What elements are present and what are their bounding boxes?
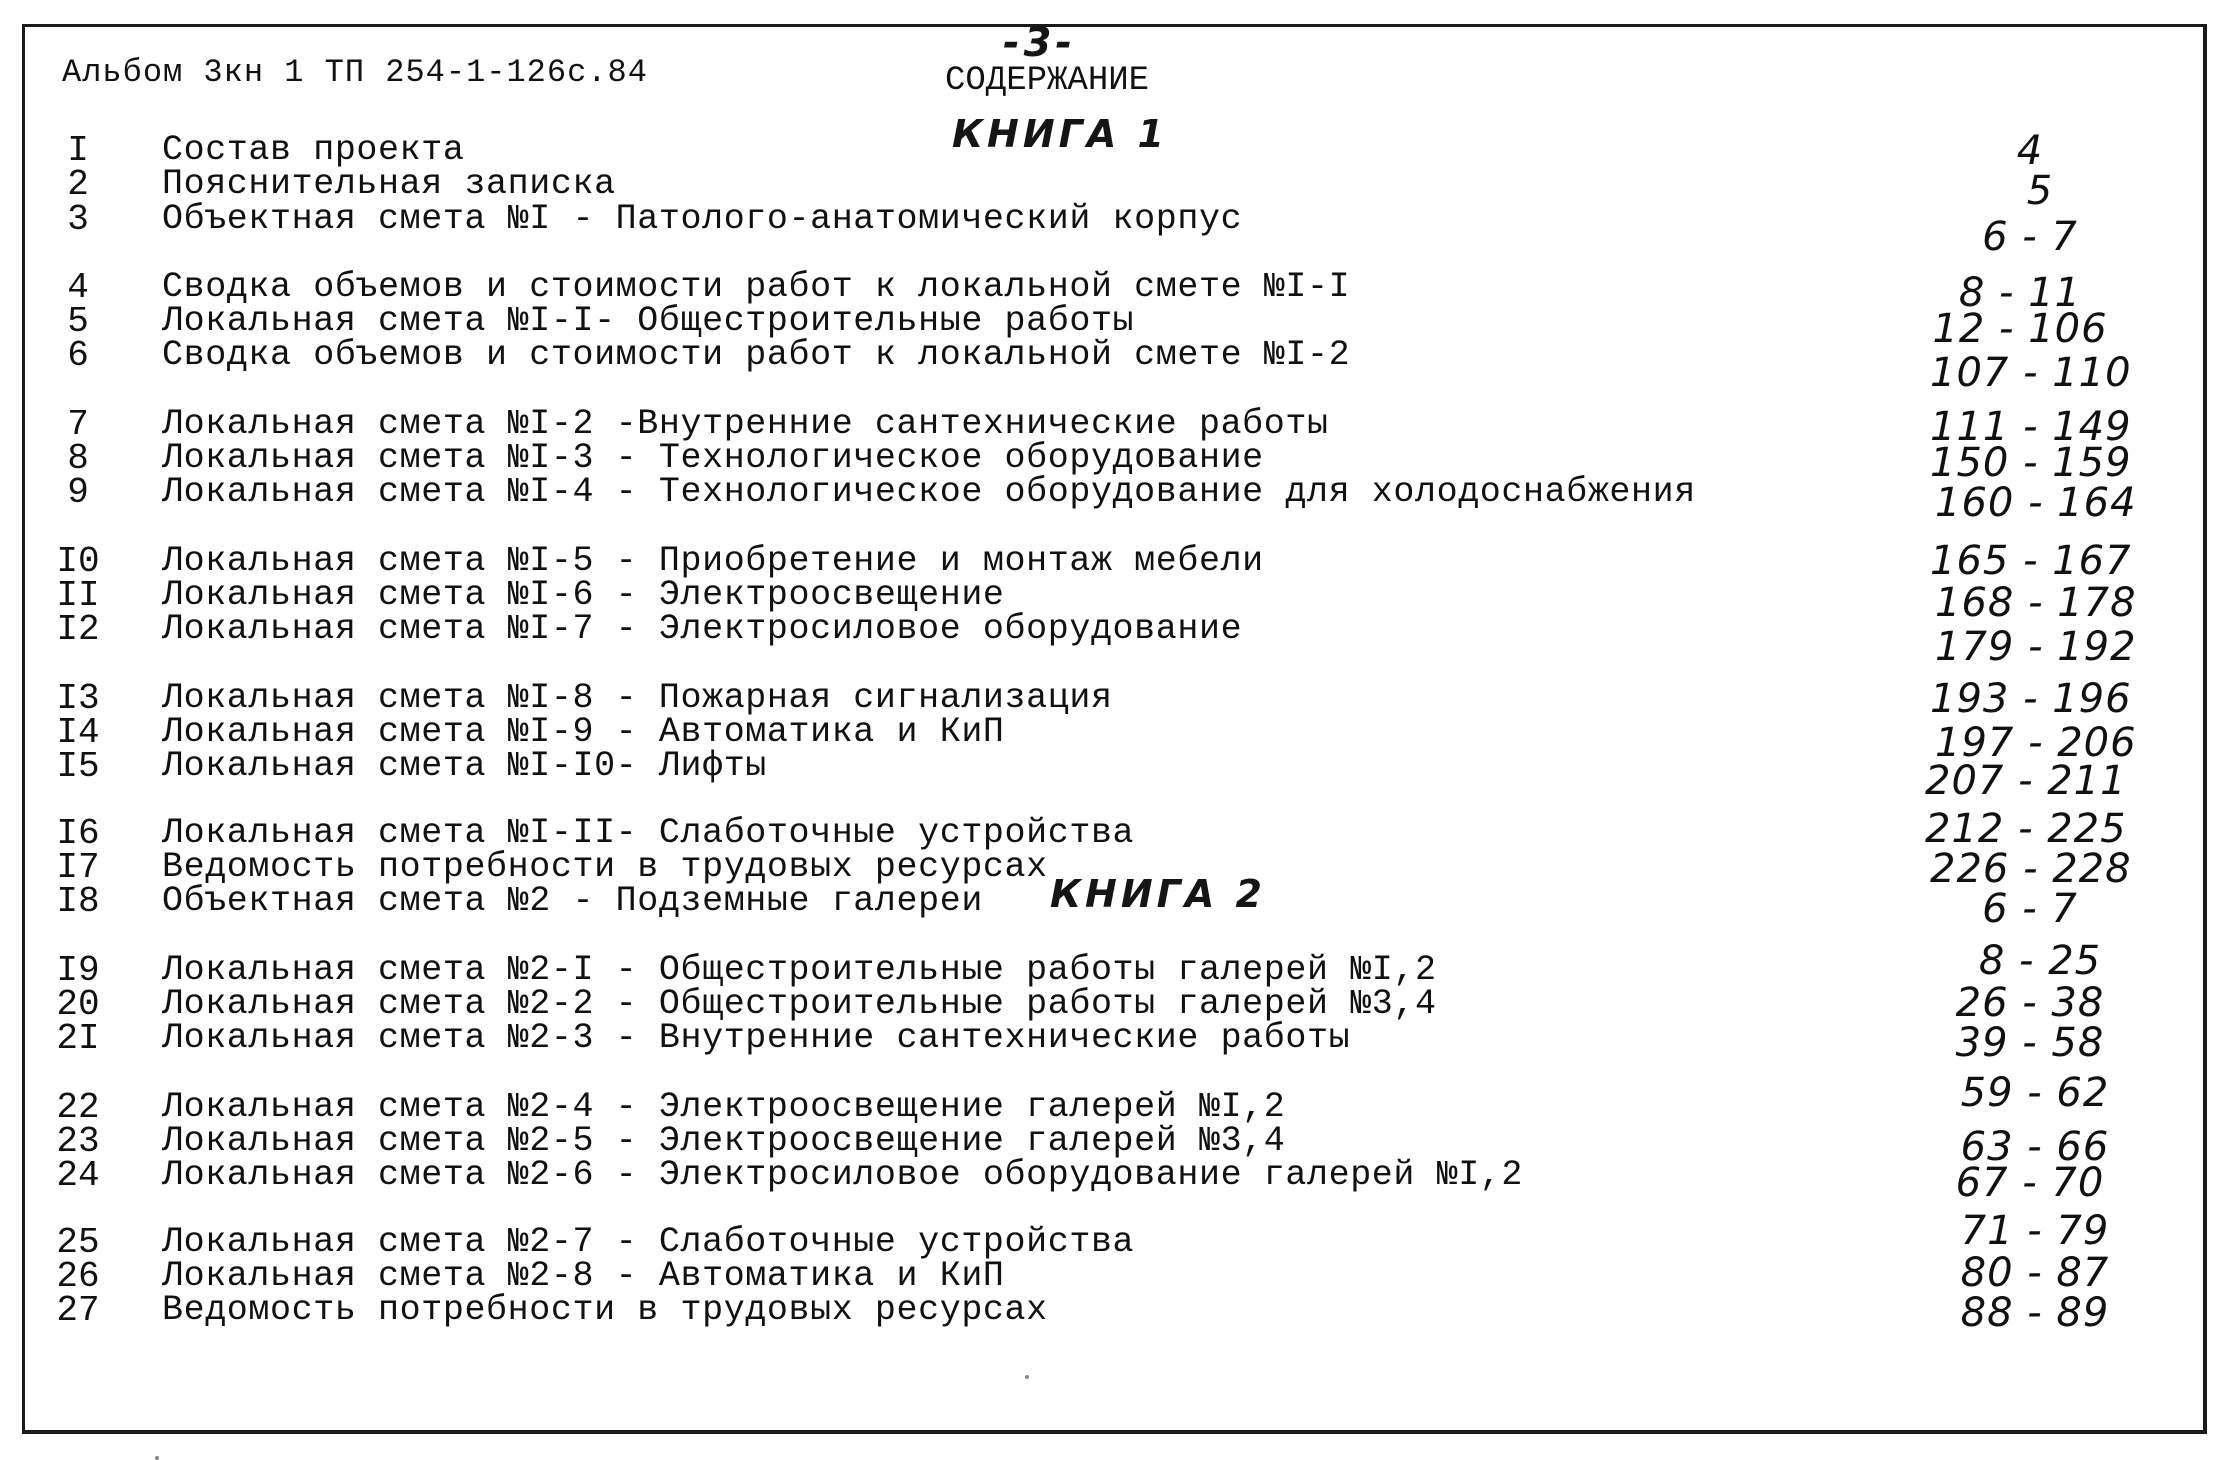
row-title: Локальная смета №I-4 - Технологическое оборудование для холодоснабжения — [162, 472, 1696, 512]
row-title: Ведомость потребности в трудовых ресурсах — [162, 847, 1048, 887]
row-pages: 88 - 89 — [1960, 1290, 2110, 1336]
scan-speck — [155, 1456, 159, 1460]
row-title: Локальная смета №I-6 - Электроосвещение — [162, 575, 1005, 615]
row-title: Объектная смета №2 - Подземные галереи — [162, 881, 983, 921]
row-number: 3 — [67, 199, 89, 240]
row-number: I8 — [56, 881, 100, 922]
row-number: 9 — [67, 472, 89, 513]
row-title: Локальная смета №2-8 - Автоматика и КиП — [162, 1256, 1005, 1296]
row-title: Локальная смета №I-5 - Приобретение и монтаж мебели — [162, 541, 1264, 581]
row-title: Локальная смета №2-5 - Электроосвещение галерей №3,4 — [162, 1121, 1286, 1161]
row-pages: 6 - 7 — [1982, 214, 2078, 260]
row-pages: 207 - 211 — [1925, 758, 2127, 804]
row-number: 7 — [67, 404, 89, 445]
row-number: I2 — [56, 609, 100, 650]
row-pages: 59 - 62 — [1960, 1070, 2110, 1116]
row-title: Локальная смета №I-II- Слаботочные устройства — [162, 813, 1135, 853]
row-number: 5 — [67, 301, 89, 342]
row-pages: 5 — [2026, 168, 2054, 214]
row-title: Локальная смета №I-8 - Пожарная сигнализация — [162, 678, 1113, 718]
row-pages: 26 - 38 — [1955, 980, 2105, 1026]
row-number: I0 — [56, 541, 100, 582]
row-title: Локальная смета №2-2 - Общестроительные работы галерей №3,4 — [162, 984, 1437, 1024]
row-number: I9 — [56, 950, 100, 991]
row-pages: 8 - 11 — [1958, 270, 2082, 316]
row-pages: 107 - 110 — [1930, 350, 2132, 396]
row-pages: 4 — [2016, 128, 2044, 174]
row-number: 8 — [67, 438, 89, 479]
album-reference: Альбом 3кн 1 ТП 254-1-126с.84 — [62, 54, 648, 91]
row-title: Локальная смета №I-I0- Лифты — [162, 746, 767, 786]
row-number: 2 — [67, 164, 89, 205]
row-pages: 80 - 87 — [1960, 1250, 2110, 1296]
row-number: I3 — [56, 678, 100, 719]
row-number: 26 — [56, 1256, 100, 1297]
row-pages: 12 - 106 — [1932, 306, 2108, 352]
row-number: 6 — [67, 335, 89, 376]
row-pages: 71 - 79 — [1960, 1208, 2110, 1254]
row-pages: 197 - 206 — [1935, 720, 2137, 766]
row-number: 2I — [56, 1018, 100, 1059]
row-title: Локальная смета №2-6 - Электросиловое оборудование галерей №I,2 — [162, 1155, 1524, 1195]
row-title: Ведомость потребности в трудовых ресурсах — [162, 1290, 1048, 1330]
row-pages: 179 - 192 — [1935, 624, 2137, 670]
row-number: 4 — [67, 267, 89, 308]
row-title: Локальная смета №I-2 -Внутренние сантехнические работы — [162, 404, 1329, 444]
row-pages: 63 - 66 — [1960, 1124, 2110, 1170]
row-number: 23 — [56, 1121, 100, 1162]
row-pages: 160 - 164 — [1935, 480, 2137, 526]
row-pages: 39 - 58 — [1955, 1020, 2105, 1066]
row-title: Пояснительная записка — [162, 164, 616, 204]
row-pages: 193 - 196 — [1930, 676, 2132, 722]
row-number: 22 — [56, 1087, 100, 1128]
row-number: I4 — [56, 712, 100, 753]
row-title: Локальная смета №I-9 - Автоматика и КиП — [162, 712, 1005, 752]
row-number: 27 — [56, 1290, 100, 1331]
row-pages: 150 - 159 — [1930, 440, 2132, 486]
row-title: Сводка объемов и стоимости работ к локальной смете №I-I — [162, 267, 1351, 307]
row-number: 25 — [56, 1222, 100, 1263]
row-pages: 226 - 228 — [1930, 846, 2132, 892]
row-number: 24 — [56, 1155, 100, 1196]
row-title: Локальная смета №2-7 - Слаботочные устройства — [162, 1222, 1135, 1262]
book-2-label: КНИГА 2 — [1050, 872, 1266, 916]
row-title: Локальная смета №2-4 - Электроосвещение галерей №I,2 — [162, 1087, 1286, 1127]
row-title: Локальная смета №I-I- Общестроительные работы — [162, 301, 1135, 341]
row-title: Объектная смета №I - Патолого-анатомический корпус — [162, 199, 1243, 239]
row-number: 20 — [56, 984, 100, 1025]
book-1-label: КНИГА 1 — [952, 112, 1168, 156]
row-title: Локальная смета №I-7 - Электросиловое оборудование — [162, 609, 1243, 649]
row-pages: 6 - 7 — [1982, 886, 2078, 932]
row-title: Локальная смета №2-I - Общестроительные работы галерей №I,2 — [162, 950, 1437, 990]
row-pages: 168 - 178 — [1935, 580, 2137, 626]
scan-speck — [1025, 1375, 1029, 1379]
row-pages: 111 - 149 — [1930, 404, 2132, 450]
contents-heading: СОДЕРЖАНИЕ — [945, 62, 1150, 100]
row-number: I5 — [56, 746, 100, 787]
row-pages: 67 - 70 — [1955, 1160, 2105, 1206]
row-number: I6 — [56, 813, 100, 854]
row-title: Сводка объемов и стоимости работ к локальной смете №I-2 — [162, 335, 1351, 375]
row-title: Локальная смета №2-3 - Внутренние сантехнические работы — [162, 1018, 1351, 1058]
row-title: Состав проекта — [162, 130, 465, 170]
row-pages: 212 - 225 — [1925, 806, 2127, 852]
row-number: I — [67, 130, 89, 171]
row-number: I7 — [56, 847, 100, 888]
row-pages: 8 - 25 — [1978, 938, 2102, 984]
row-title: Локальная смета №I-3 - Технологическое оборудование — [162, 438, 1264, 478]
page-number: -3- — [1003, 20, 1077, 66]
row-pages: 165 - 167 — [1930, 538, 2132, 584]
row-number: II — [56, 575, 100, 616]
